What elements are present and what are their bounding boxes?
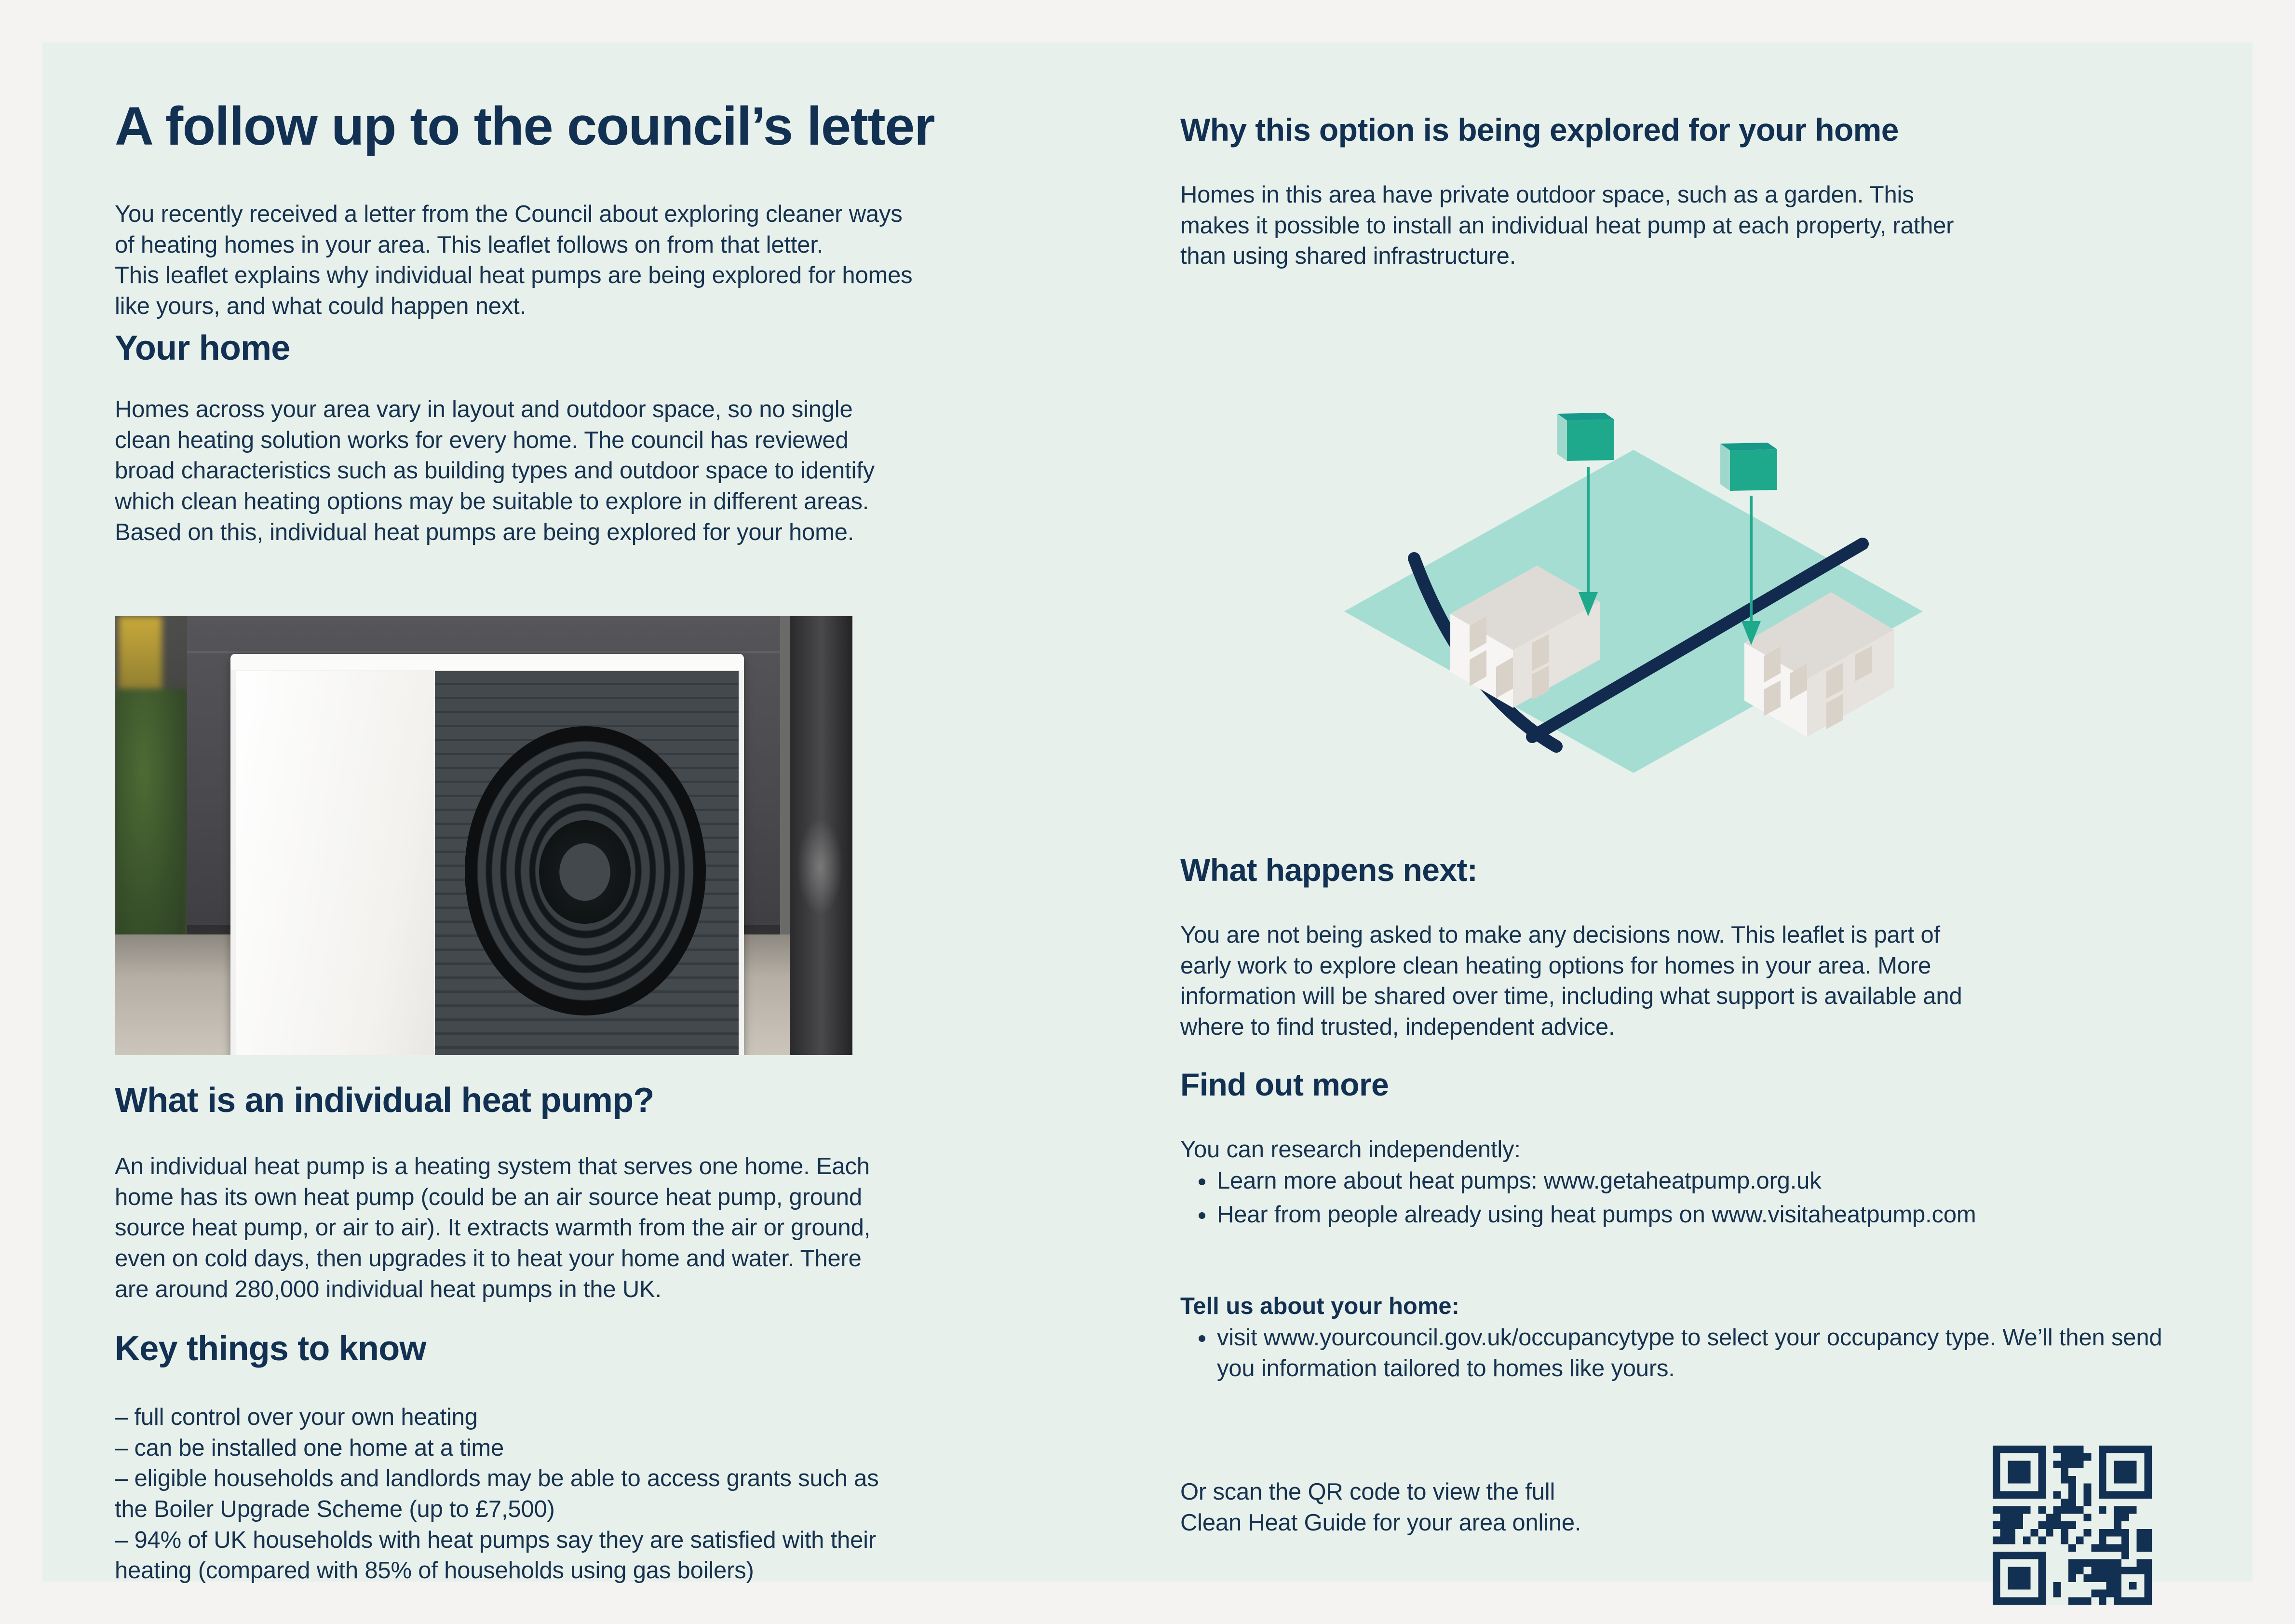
qr-code-svg[interactable] xyxy=(1993,1446,2152,1605)
heat-pump-photo xyxy=(115,616,852,1055)
next-line: You are not being asked to make any decisions now. This leaflet is part of xyxy=(1180,922,1940,948)
intro-line: This leaflet explains why individual heat pumps are being explored for homes xyxy=(115,262,913,289)
unit-top-edge xyxy=(230,654,744,670)
research-bullet-list xyxy=(1180,1166,2181,1233)
your-home-paragraph xyxy=(115,394,1060,548)
next-line: early work to explore clean heating options for homes in your area. More xyxy=(1180,952,1931,979)
qr-caption xyxy=(1180,1477,1855,1538)
why-line: than using shared infrastructure. xyxy=(1180,243,1516,270)
section-heading-what-happens-next: What happens next: xyxy=(1180,852,1478,888)
tell-us-heading: Tell us about your home: xyxy=(1180,1293,1459,1319)
heat-pump-block-right-icon xyxy=(1720,443,1777,491)
qr-code[interactable] xyxy=(1993,1446,2152,1605)
list-item[interactable]: Learn more about heat pumps: www.getaheatpump.org.uk xyxy=(1217,1166,2181,1197)
what-is-line: are around 280,000 individual heat pumps in the UK. xyxy=(115,1276,662,1302)
why-line: makes it possible to install an individual heat pump at each property, rather xyxy=(1180,212,1954,239)
key-thing-item: – can be installed one home at a time xyxy=(115,1435,504,1461)
unit-fan-hub xyxy=(539,820,631,924)
intro-paragraph xyxy=(115,199,1108,322)
section-heading-find-out-more: Find out more xyxy=(1180,1067,1389,1102)
research-intro: You can research independently: xyxy=(1180,1137,1521,1163)
key-thing-item: – eligible households and landlords may be able to access grants such as xyxy=(115,1465,879,1492)
photo-foliage xyxy=(115,689,187,959)
why-line: Homes in this area have private outdoor space, such as a garden. This xyxy=(1180,182,1914,208)
photo-background-blur xyxy=(119,616,162,698)
intro-line: You recently received a letter from the Council about exploring cleaner ways xyxy=(115,201,903,227)
your-home-line: broad characteristics such as building types and outdoor space to identify xyxy=(115,458,875,484)
section-heading-why: Why this option is being explored for your home xyxy=(1180,112,1899,148)
next-line: where to find trusted, independent advice. xyxy=(1180,1014,1615,1041)
unit-white-panel xyxy=(236,671,434,1055)
list-item[interactable]: Hear from people already using heat pumps on www.visitaheatpump.com xyxy=(1217,1200,2181,1231)
next-paragraph xyxy=(1180,920,2145,1043)
what-is-line: An individual heat pump is a heating system that serves one home. Each xyxy=(115,1153,870,1179)
illustration-svg xyxy=(1330,399,1937,780)
why-paragraph xyxy=(1180,180,2145,272)
what-is-line: source heat pump, or air to air). It extracts warmth from the air or ground, xyxy=(115,1215,871,1241)
key-thing-item: – 94% of UK households with heat pumps say they are satisfied with their xyxy=(115,1527,876,1553)
photo-post-highlight xyxy=(797,819,843,915)
section-heading-your-home: Your home xyxy=(115,329,290,367)
key-things-list xyxy=(115,1402,1060,1586)
key-thing-item: – full control over your own heating xyxy=(115,1404,478,1430)
list-item[interactable]: visit www.yourcouncil.gov.uk/occupancytype to select your occupancy type. We’ll then send you information tailored to homes like yours. xyxy=(1217,1323,2186,1384)
heat-pump-block-left-icon xyxy=(1557,413,1614,461)
what-is-paragraph xyxy=(115,1151,1060,1305)
intro-line: of heating homes in your area. This leaflet follows on from that letter. xyxy=(115,231,824,258)
what-is-line: even on cold days, then upgrades it to heat your home and water. There xyxy=(115,1245,862,1272)
your-home-line: Based on this, individual heat pumps are being explored for your home. xyxy=(115,519,854,545)
section-heading-what-is: What is an individual heat pump? xyxy=(115,1081,654,1120)
tell-us-bullet-list xyxy=(1180,1323,2186,1387)
qr-caption-line: Clean Heat Guide for your area online. xyxy=(1180,1509,1581,1536)
leaflet-panel xyxy=(42,42,2253,1582)
isometric-illustration xyxy=(1330,399,1937,780)
key-thing-item: the Boiler Upgrade Scheme (up to £7,500) xyxy=(115,1496,555,1523)
photo-heat-pump-unit xyxy=(230,654,744,1055)
page-title: A follow up to the council’s letter xyxy=(115,96,935,156)
photo-mortar-line xyxy=(187,651,780,653)
what-is-line: home has its own heat pump (could be an air source heat pump, ground xyxy=(115,1184,862,1210)
intro-line: like yours, and what could happen next. xyxy=(115,293,526,320)
qr-caption-line: Or scan the QR code to view the full xyxy=(1180,1479,1555,1505)
next-line: information will be shared over time, including what support is available and xyxy=(1180,983,1962,1010)
your-home-line: Homes across your area vary in layout and outdoor space, so no single xyxy=(115,396,853,422)
key-thing-item: heating (compared with 85% of households using gas boilers) xyxy=(115,1557,754,1584)
your-home-line: which clean heating options may be suitable to explore in different areas. xyxy=(115,488,869,515)
your-home-line: clean heating solution works for every home. The council has reviewed xyxy=(115,427,849,453)
section-heading-key-things: Key things to know xyxy=(115,1329,426,1368)
